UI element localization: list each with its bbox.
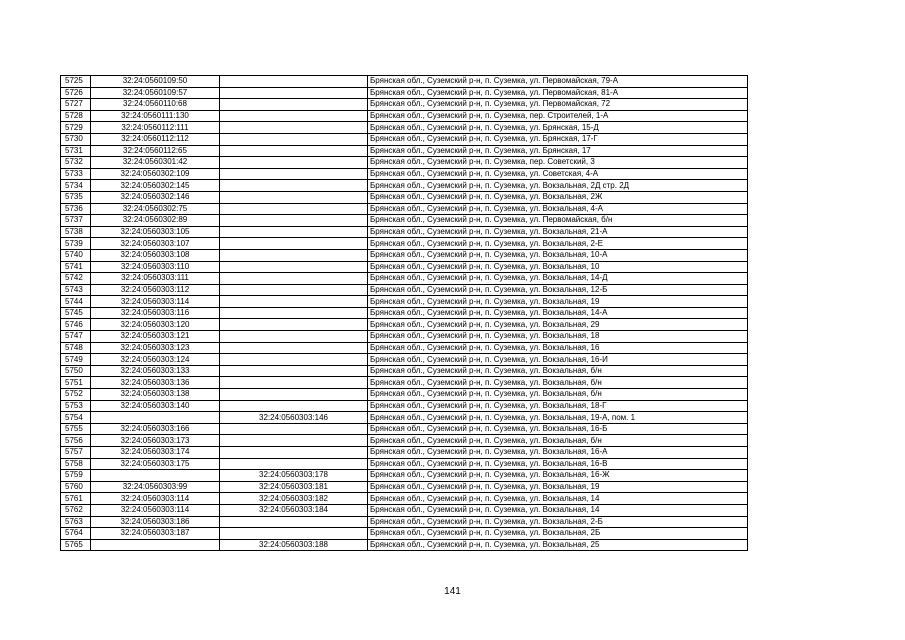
address-cell: Брянская обл., Суземский р-н, п. Суземка, ул. Вокзальная, б/н (368, 377, 748, 389)
table-row (61, 296, 748, 308)
related-cadastral-number-cell (220, 435, 368, 447)
table-row (61, 516, 748, 528)
cadastral-number-cell: 32:24:0560303:133 (91, 365, 220, 377)
row-number-cell: 5734 (61, 180, 91, 192)
registry-table (60, 75, 748, 551)
row-number-cell: 5735 (61, 191, 91, 203)
table-row (61, 215, 748, 227)
row-number-cell: 5765 (61, 539, 91, 551)
related-cadastral-number-cell: 32:24:0560303:181 (220, 481, 368, 493)
cadastral-number-cell: 32:24:0560112:111 (91, 122, 220, 134)
cadastral-number-cell: 32:24:0560303:111 (91, 273, 220, 285)
table-row (61, 342, 748, 354)
related-cadastral-number-cell (220, 365, 368, 377)
address-cell: Брянская обл., Суземский р-н, п. Суземка, ул. Вокзальная, 14 (368, 493, 748, 505)
row-number-cell: 5743 (61, 284, 91, 296)
cadastral-number-cell: 32:24:0560301:42 (91, 157, 220, 169)
table-row (61, 180, 748, 192)
row-number-cell: 5733 (61, 168, 91, 180)
table-row (61, 354, 748, 366)
cadastral-number-cell: 32:24:0560303:114 (91, 504, 220, 516)
cadastral-number-cell: 32:24:0560111:130 (91, 110, 220, 122)
address-cell: Брянская обл., Суземский р-н, п. Суземка, ул. Вокзальная, 14-Д (368, 273, 748, 285)
address-cell: Брянская обл., Суземский р-н, п. Суземка, ул. Первомайская, 72 (368, 99, 748, 111)
related-cadastral-number-cell: 32:24:0560303:146 (220, 412, 368, 424)
related-cadastral-number-cell (220, 145, 368, 157)
related-cadastral-number-cell (220, 249, 368, 261)
row-number-cell: 5747 (61, 331, 91, 343)
address-cell: Брянская обл., Суземский р-н, п. Суземка, ул. Первомайская, 81-А (368, 87, 748, 99)
address-cell: Брянская обл., Суземский р-н, п. Суземка, ул. Вокзальная, 16-А (368, 447, 748, 459)
cadastral-number-cell: 32:24:0560303:166 (91, 423, 220, 435)
row-number-cell: 5753 (61, 400, 91, 412)
table-row (61, 238, 748, 250)
related-cadastral-number-cell (220, 191, 368, 203)
related-cadastral-number-cell (220, 203, 368, 215)
cadastral-number-cell: 32:24:0560303:121 (91, 331, 220, 343)
related-cadastral-number-cell (220, 331, 368, 343)
table-row (61, 389, 748, 401)
row-number-cell: 5752 (61, 389, 91, 401)
related-cadastral-number-cell (220, 296, 368, 308)
related-cadastral-number-cell (220, 87, 368, 99)
row-number-cell: 5750 (61, 365, 91, 377)
table-row (61, 87, 748, 99)
row-number-cell: 5756 (61, 435, 91, 447)
page-number: 141 (444, 586, 461, 597)
row-number-cell: 5759 (61, 470, 91, 482)
address-cell: Брянская обл., Суземский р-н, п. Суземка, ул. Вокзальная, 18-Г (368, 400, 748, 412)
address-cell: Брянская обл., Суземский р-н, п. Суземка, ул. Вокзальная, 14-А (368, 307, 748, 319)
table-row (61, 284, 748, 296)
table-row (61, 365, 748, 377)
address-cell: Брянская обл., Суземский р-н, п. Суземка, ул. Вокзальная, 16-В (368, 458, 748, 470)
related-cadastral-number-cell (220, 377, 368, 389)
table-row (61, 319, 748, 331)
row-number-cell: 5737 (61, 215, 91, 227)
table-row (61, 539, 748, 551)
address-cell: Брянская обл., Суземский р-н, п. Суземка, ул. Вокзальная, 21-А (368, 226, 748, 238)
row-number-cell: 5730 (61, 133, 91, 145)
row-number-cell: 5758 (61, 458, 91, 470)
cadastral-number-cell: 32:24:0560303:140 (91, 400, 220, 412)
table-row (61, 191, 748, 203)
cadastral-number-cell (91, 412, 220, 424)
row-number-cell: 5764 (61, 528, 91, 540)
related-cadastral-number-cell (220, 122, 368, 134)
row-number-cell: 5755 (61, 423, 91, 435)
table-row (61, 400, 748, 412)
table-row (61, 249, 748, 261)
row-number-cell: 5745 (61, 307, 91, 319)
row-number-cell: 5727 (61, 99, 91, 111)
table-row (61, 447, 748, 459)
related-cadastral-number-cell (220, 423, 368, 435)
row-number-cell: 5740 (61, 249, 91, 261)
address-cell: Брянская обл., Суземский р-н, п. Суземка, ул. Брянская, 17 (368, 145, 748, 157)
table-row (61, 412, 748, 424)
address-cell: Брянская обл., Суземский р-н, п. Суземка, ул. Вокзальная, 10-А (368, 249, 748, 261)
registry-table-body (61, 76, 748, 551)
table-row (61, 493, 748, 505)
related-cadastral-number-cell (220, 389, 368, 401)
cadastral-number-cell: 32:24:0560303:114 (91, 493, 220, 505)
cadastral-number-cell: 32:24:0560303:116 (91, 307, 220, 319)
cadastral-number-cell: 32:24:0560302:146 (91, 191, 220, 203)
row-number-cell: 5762 (61, 504, 91, 516)
row-number-cell: 5751 (61, 377, 91, 389)
cadastral-number-cell: 32:24:0560302:145 (91, 180, 220, 192)
table-row (61, 157, 748, 169)
row-number-cell: 5736 (61, 203, 91, 215)
row-number-cell: 5763 (61, 516, 91, 528)
row-number-cell: 5760 (61, 481, 91, 493)
address-cell: Брянская обл., Суземский р-н, п. Суземка, ул. Вокзальная, 25 (368, 539, 748, 551)
related-cadastral-number-cell (220, 354, 368, 366)
cadastral-number-cell: 32:24:0560303:108 (91, 249, 220, 261)
table-row (61, 377, 748, 389)
address-cell: Брянская обл., Суземский р-н, п. Суземка, ул. Вокзальная, 29 (368, 319, 748, 331)
row-number-cell: 5748 (61, 342, 91, 354)
related-cadastral-number-cell (220, 110, 368, 122)
address-cell: Брянская обл., Суземский р-н, п. Суземка, ул. Вокзальная, 2Ж (368, 191, 748, 203)
related-cadastral-number-cell (220, 516, 368, 528)
row-number-cell: 5744 (61, 296, 91, 308)
address-cell: Брянская обл., Суземский р-н, п. Суземка, ул. Вокзальная, 14 (368, 504, 748, 516)
address-cell: Брянская обл., Суземский р-н, п. Суземка, ул. Вокзальная, 2-Е (368, 238, 748, 250)
cadastral-number-cell (91, 539, 220, 551)
address-cell: Брянская обл., Суземский р-н, п. Суземка, ул. Вокзальная, 18 (368, 331, 748, 343)
cadastral-number-cell: 32:24:0560303:186 (91, 516, 220, 528)
table-row (61, 168, 748, 180)
address-cell: Брянская обл., Суземский р-н, п. Суземка, ул. Вокзальная, 19 (368, 296, 748, 308)
cadastral-number-cell: 32:24:0560303:99 (91, 481, 220, 493)
table-row (61, 307, 748, 319)
cadastral-number-cell: 32:24:0560303:123 (91, 342, 220, 354)
address-cell: Брянская обл., Суземский р-н, п. Суземка, ул. Вокзальная, 2Д стр. 2Д (368, 180, 748, 192)
address-cell: Брянская обл., Суземский р-н, п. Суземка, ул. Первомайская, б/н (368, 215, 748, 227)
cadastral-number-cell: 32:24:0560303:110 (91, 261, 220, 273)
table-row (61, 122, 748, 134)
cadastral-number-cell: 32:24:0560303:136 (91, 377, 220, 389)
related-cadastral-number-cell (220, 133, 368, 145)
related-cadastral-number-cell (220, 284, 368, 296)
cadastral-number-cell: 32:24:0560303:105 (91, 226, 220, 238)
row-number-cell: 5761 (61, 493, 91, 505)
address-cell: Брянская обл., Суземский р-н, п. Суземка, ул. Вокзальная, 16-Ж (368, 470, 748, 482)
row-number-cell: 5728 (61, 110, 91, 122)
address-cell: Брянская обл., Суземский р-н, п. Суземка, ул. Вокзальная, 4-А (368, 203, 748, 215)
cadastral-number-cell: 32:24:0560112:65 (91, 145, 220, 157)
row-number-cell: 5749 (61, 354, 91, 366)
related-cadastral-number-cell (220, 307, 368, 319)
row-number-cell: 5738 (61, 226, 91, 238)
table-row (61, 481, 748, 493)
address-cell: Брянская обл., Суземский р-н, п. Суземка, ул. Вокзальная, 19 (368, 481, 748, 493)
address-cell: Брянская обл., Суземский р-н, п. Суземка, пер. Строителей, 1-А (368, 110, 748, 122)
row-number-cell: 5739 (61, 238, 91, 250)
row-number-cell: 5741 (61, 261, 91, 273)
cadastral-number-cell: 32:24:0560302:109 (91, 168, 220, 180)
row-number-cell: 5746 (61, 319, 91, 331)
cadastral-number-cell: 32:24:0560303:120 (91, 319, 220, 331)
cadastral-number-cell: 32:24:0560303:173 (91, 435, 220, 447)
row-number-cell: 5742 (61, 273, 91, 285)
related-cadastral-number-cell (220, 261, 368, 273)
related-cadastral-number-cell (220, 215, 368, 227)
related-cadastral-number-cell (220, 168, 368, 180)
table-row (61, 273, 748, 285)
address-cell: Брянская обл., Суземский р-н, п. Суземка, ул. Вокзальная, 10 (368, 261, 748, 273)
cadastral-number-cell: 32:24:0560303:114 (91, 296, 220, 308)
table-row (61, 145, 748, 157)
address-cell: Брянская обл., Суземский р-н, п. Суземка, ул. Вокзальная, б/н (368, 365, 748, 377)
address-cell: Брянская обл., Суземский р-н, п. Суземка, ул. Вокзальная, б/н (368, 389, 748, 401)
related-cadastral-number-cell (220, 180, 368, 192)
row-number-cell: 5731 (61, 145, 91, 157)
cadastral-number-cell: 32:24:0560110:68 (91, 99, 220, 111)
address-cell: Брянская обл., Суземский р-н, п. Суземка, ул. Вокзальная, 16 (368, 342, 748, 354)
related-cadastral-number-cell: 32:24:0560303:188 (220, 539, 368, 551)
table-row (61, 133, 748, 145)
cadastral-number-cell: 32:24:0560303:107 (91, 238, 220, 250)
row-number-cell: 5757 (61, 447, 91, 459)
table-row (61, 331, 748, 343)
related-cadastral-number-cell (220, 342, 368, 354)
address-cell: Брянская обл., Суземский р-н, п. Суземка, ул. Вокзальная, 19-А, пом. 1 (368, 412, 748, 424)
table-row (61, 110, 748, 122)
address-cell: Брянская обл., Суземский р-н, п. Суземка, ул. Брянская, 15-Д (368, 122, 748, 134)
related-cadastral-number-cell (220, 226, 368, 238)
table-row (61, 423, 748, 435)
related-cadastral-number-cell: 32:24:0560303:178 (220, 470, 368, 482)
address-cell: Брянская обл., Суземский р-н, п. Суземка, ул. Вокзальная, 12-Б (368, 284, 748, 296)
table-row (61, 470, 748, 482)
related-cadastral-number-cell (220, 458, 368, 470)
related-cadastral-number-cell (220, 528, 368, 540)
table-row (61, 226, 748, 238)
table-row (61, 76, 748, 88)
table-row (61, 458, 748, 470)
cadastral-number-cell (91, 470, 220, 482)
table-row (61, 504, 748, 516)
row-number-cell: 5732 (61, 157, 91, 169)
address-cell: Брянская обл., Суземский р-н, п. Суземка, ул. Вокзальная, 2Б (368, 528, 748, 540)
related-cadastral-number-cell: 32:24:0560303:182 (220, 493, 368, 505)
table-row (61, 261, 748, 273)
related-cadastral-number-cell (220, 76, 368, 88)
related-cadastral-number-cell (220, 400, 368, 412)
cadastral-number-cell: 32:24:0560109:57 (91, 87, 220, 99)
cadastral-number-cell: 32:24:0560303:174 (91, 447, 220, 459)
related-cadastral-number-cell (220, 319, 368, 331)
row-number-cell: 5726 (61, 87, 91, 99)
related-cadastral-number-cell (220, 157, 368, 169)
related-cadastral-number-cell (220, 447, 368, 459)
address-cell: Брянская обл., Суземский р-н, п. Суземка, ул. Советская, 4-А (368, 168, 748, 180)
table-row (61, 435, 748, 447)
row-number-cell: 5725 (61, 76, 91, 88)
cadastral-number-cell: 32:24:0560303:124 (91, 354, 220, 366)
row-number-cell: 5754 (61, 412, 91, 424)
cadastral-number-cell: 32:24:0560303:138 (91, 389, 220, 401)
address-cell: Брянская обл., Суземский р-н, п. Суземка, ул. Вокзальная, б/н (368, 435, 748, 447)
cadastral-number-cell: 32:24:0560112:112 (91, 133, 220, 145)
cadastral-number-cell: 32:24:0560303:175 (91, 458, 220, 470)
cadastral-number-cell: 32:24:0560302:75 (91, 203, 220, 215)
table-row (61, 528, 748, 540)
address-cell: Брянская обл., Суземский р-н, п. Суземка, ул. Первомайская, 79-А (368, 76, 748, 88)
address-cell: Брянская обл., Суземский р-н, п. Суземка, ул. Вокзальная, 2-Б (368, 516, 748, 528)
table-row (61, 203, 748, 215)
row-number-cell: 5729 (61, 122, 91, 134)
cadastral-number-cell: 32:24:0560109:50 (91, 76, 220, 88)
related-cadastral-number-cell (220, 238, 368, 250)
related-cadastral-number-cell (220, 99, 368, 111)
cadastral-number-cell: 32:24:0560302:89 (91, 215, 220, 227)
address-cell: Брянская обл., Суземский р-н, п. Суземка, ул. Вокзальная, 16-И (368, 354, 748, 366)
address-cell: Брянская обл., Суземский р-н, п. Суземка, ул. Вокзальная, 16-Б (368, 423, 748, 435)
address-cell: Брянская обл., Суземский р-н, п. Суземка, ул. Брянская, 17-Г (368, 133, 748, 145)
cadastral-number-cell: 32:24:0560303:187 (91, 528, 220, 540)
related-cadastral-number-cell (220, 273, 368, 285)
table-row (61, 99, 748, 111)
related-cadastral-number-cell: 32:24:0560303:184 (220, 504, 368, 516)
address-cell: Брянская обл., Суземский р-н, п. Суземка, пер. Советский, 3 (368, 157, 748, 169)
cadastral-number-cell: 32:24:0560303:112 (91, 284, 220, 296)
